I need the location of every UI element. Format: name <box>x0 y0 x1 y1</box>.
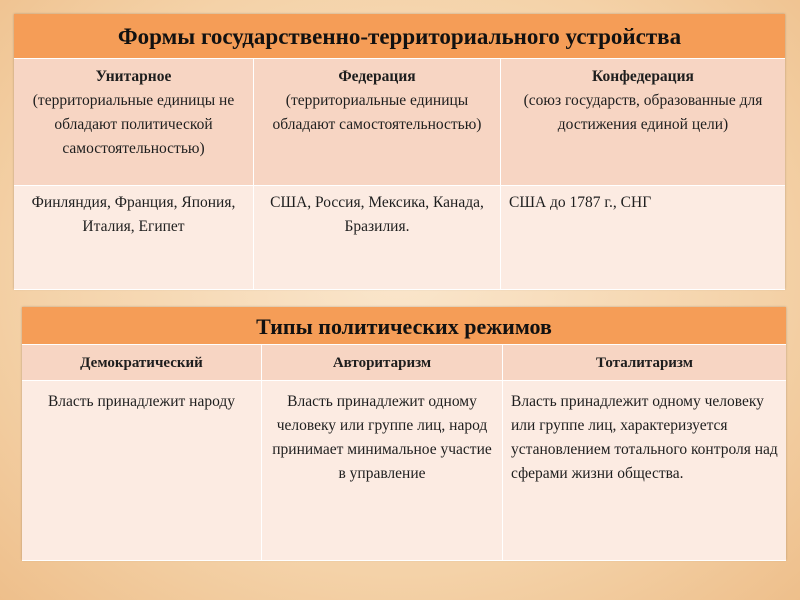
regimes-table-title: Типы политических режимов <box>22 307 786 345</box>
unitary-examples: Финляндия, Франция, Япония, Италия, Египет <box>14 186 254 290</box>
column-header-confederation <box>501 59 785 186</box>
democratic-description: Власть принадлежит народу <box>22 381 262 561</box>
unitary-name: Унитарное <box>95 68 172 85</box>
column-header-federation <box>254 59 501 186</box>
confederation-examples: США до 1787 г., СНГ <box>501 186 785 290</box>
forms-table-grid <box>14 59 785 290</box>
forms-of-territorial-structure-table <box>14 14 785 289</box>
regimes-table-grid <box>22 345 786 561</box>
column-header-unitary <box>14 59 254 186</box>
federation-examples: США, Россия, Мексика, Канада, Бразилия. <box>254 186 501 290</box>
confederation-name: Конфедерация <box>592 68 694 85</box>
federation-description: (территориальные единицы обладают самостоятельностью) <box>272 92 482 133</box>
unitary-description: (территориальные единицы не обладают политической самостоятельностью) <box>32 92 235 157</box>
column-header-authoritarian: Авторитаризм <box>262 345 503 381</box>
political-regimes-table <box>22 307 786 560</box>
totalitarian-description: Власть принадлежит одному человеку или группе лиц, характеризуется установлением тотального контроля над сферами жизни общества. <box>503 381 786 561</box>
column-header-totalitarian: Тоталитаризм <box>503 345 786 381</box>
forms-table-title: Формы государственно-территориального устройства <box>14 14 785 59</box>
column-header-democratic: Демократический <box>22 345 262 381</box>
federation-name: Федерация <box>338 68 416 85</box>
authoritarian-description: Власть принадлежит одному человеку или группе лиц, народ принимает минимальное участие в управление <box>262 381 503 561</box>
confederation-description: (союз государств, образованные для достижения единой цели) <box>523 92 763 133</box>
